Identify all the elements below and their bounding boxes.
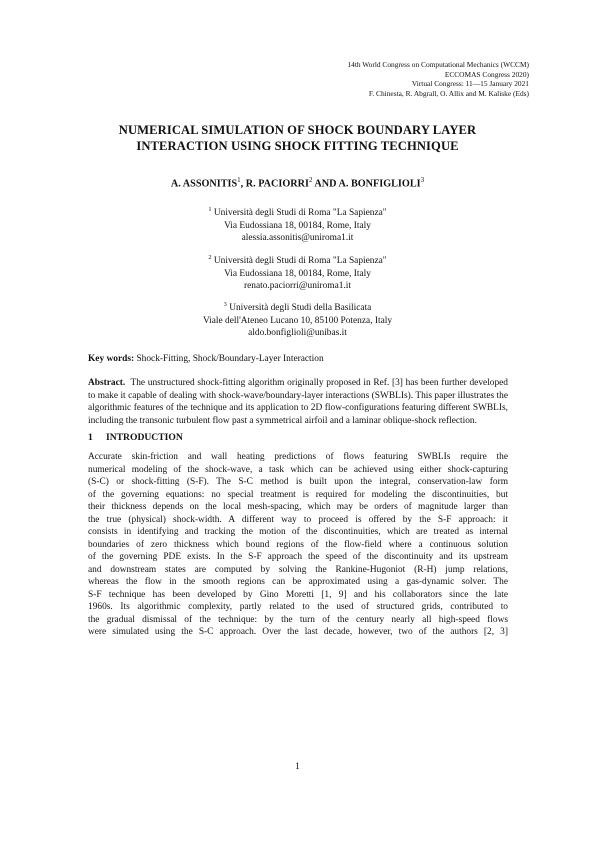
header-line: ECCOMAS Congress 2020) [444,69,529,79]
abstract-label: Abstract. [88,378,126,388]
body-line: Accurate skin-friction and wall heating predictions of flows featuring SWBLIs require the [88,452,508,462]
body-line: their thickness depends on the local mesh-spacing, which may be orders of magnitude larger than [88,502,508,512]
body-line: S-F technique has been developed by Gino Moretti [1, 9] and his collaborators since the late [88,589,508,600]
header-line: Virtual Congress: 11—15 January 2021 [411,79,529,89]
section-number: 1 [88,432,93,443]
body-line: of the governing PDE exists. In the S-F approach the speed of the discontinuity and its upstream [88,552,508,562]
body-line: of the governing equations: no special treatment is required for modeling the discontinuities, but [88,489,508,500]
body-line: (S-C) or shock-fitting (S-F). The S-C method is built upon the integral, conservation-law form [88,477,508,487]
conference-header [347,60,529,98]
page-number: 1 [295,762,300,772]
body-line: 1960s. Its algorithmic complexity, partly related to the used of structured grids, contributed to [88,602,508,612]
body-line: the gradual dismissal of the technique: by the turn of the century nearly all high-speed flows [88,614,508,625]
affiliation-address: Viale dell'Ateneo Lucano 10, 85100 Potenza, Italy [202,315,393,326]
affiliation-institution: Università degli Studi della Basilicata [229,303,372,314]
section-heading [88,432,183,443]
affiliation-institution: Università degli Studi di Roma "La Sapienza" [213,208,387,219]
header-line: F. Chinesta, R. Abgrall, O. Allix and M. Kaliske (Eds) [368,88,529,98]
affiliation-mark: 3 [223,301,227,308]
affiliation-mark: 1 [208,206,212,213]
keywords-label: Key words: [88,354,135,364]
header-line: 14th World Congress on Computational Mechanics (WCCM) [347,60,529,69]
body-line: the true (physical) shock-width. A different way to proceed is offered by the S-F approach: it [88,514,508,525]
body-line: were simulated using the S-C approach. Over the last decade, however, two of the authors [2, 3] [88,627,508,637]
author-separator: , [240,178,246,190]
body-line: and downstream states are computed by solving the Rankine-Hugoniot (R-H) jump relations, [88,564,508,575]
affiliation-address: Via Eudossiana 18, 00184, Rome, Italy [224,220,371,231]
keywords [88,354,507,364]
author-name: R. PACIORRI [245,178,309,190]
author-affiliation-mark: 1 [237,176,241,184]
affiliation-block [60,252,535,293]
author-list [60,176,535,189]
author-name: A. BONFIGLIOLI [338,178,421,190]
affiliation-block [60,299,535,340]
title-line: INTERACTION USING SHOCK FITTING TECHNIQUE [136,139,459,153]
affiliation-block [60,204,535,245]
author-affiliation-mark: 3 [420,176,425,184]
author-separator: AND [312,178,339,190]
body-line: boundaries of zero thickness which bound regions of the flow-field where a continuous solution [88,539,508,550]
body-line: consists in identifying and tracking the motion of the discontinuities, which are treated as internal [88,527,508,537]
abstract-text: The unstructured shock-fitting algorithm originally proposed in Ref. [3] has been further developed to make it capable of dealing with shock-wave/boundary-layer interactions (SWBLIs). This paper illustrates the algorithmic features of the technique and its application to 2D flow-configurations featuring different SWBLIs, including the transonic turbulent flow past a symmetrical airfoil and a laminar oblique-shock reflection. [88,378,508,426]
abstract [88,377,508,427]
affiliation-email: aldo.bonfiglioli@unibas.it [248,328,347,339]
keywords-text: Shock-Fitting, Shock/Boundary-Layer Interaction [136,354,324,364]
author-affiliation-mark: 2 [308,176,313,184]
body-line: whereas the flow in the smooth regions can be approximated using a gas-dynamic solver. The [88,577,508,587]
author-name: A. ASSONITIS [170,178,238,190]
affiliation-email: renato.paciorri@uniroma1.it [243,281,352,292]
affiliation-address: Via Eudossiana 18, 00184, Rome, Italy [224,268,371,279]
title-line: NUMERICAL SIMULATION OF SHOCK BOUNDARY LAYER [118,123,477,137]
body-line: numerical modeling of the shock-wave, a task which can be achieved using either shock-capturing [88,464,508,475]
introduction-body [88,451,508,639]
affiliation-institution: Università degli Studi di Roma "La Sapienza" [213,256,387,267]
affiliation-email: alessia.assonitis@uniroma1.it [241,233,354,244]
paper-title [60,122,535,154]
affiliation-mark: 2 [208,254,212,261]
section-title: INTRODUCTION [106,432,183,443]
